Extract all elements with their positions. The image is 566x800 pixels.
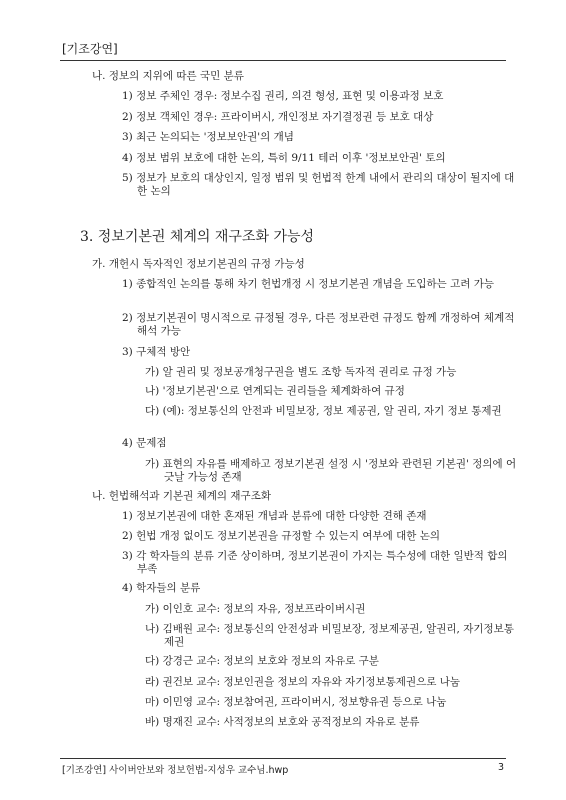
sub-list-item: 바) 명재진 교수: 사적정보의 보호와 공적정보의 자유로 분류 <box>145 716 420 728</box>
list-item: 2) 헌법 개정 없이도 정보기본권을 규정할 수 있는지 여부에 대한 논의 <box>122 530 441 542</box>
section-heading: 3. 정보기본권 체계의 재구조화 가능성 <box>80 229 315 245</box>
list-item: 1) 정보 주체인 경우: 정보수집 권리, 의견 형성, 표현 및 이용과정 보호 <box>122 90 444 102</box>
sub-list-item: 나) 김배원 교수: 정보통신의 안전성과 비밀보장, 정보제공권, 알권리, 자기정보통제권 <box>145 623 514 648</box>
sub-list-item: 가) 표현의 자유를 배제하고 정보기본권 설정 시 '정보와 관련된 기본권' 정의에 어긋날 가능성 존재 <box>145 458 517 483</box>
list-item: 3) 구체적 방안 <box>122 346 191 358</box>
list-item: 2) 정보 객체인 경우: 프라이버시, 개인정보 자기결정권 등 보호 대상 <box>122 111 434 123</box>
list-item: 2) 정보기본권이 명시적으로 규정될 경우, 다른 정보관련 규정도 함께 개정하여 체계적 해석 가능 <box>122 312 515 337</box>
list-item: 1) 종합적인 논의를 통해 차기 헌법개정 시 정보기본권 개념을 도입하는 고려 가능 <box>122 278 495 290</box>
sub-list-item: 다) 강경근 교수: 정보의 보호와 정보의 자유로 구분 <box>145 655 379 667</box>
sub-list-item: 마) 이민영 교수: 정보참여권, 프라이버시, 정보향유권 등으로 나눔 <box>145 696 447 708</box>
footer-filename: [기조강연] 사이버안보와 정보헌법-지성우 교수님.hwp <box>62 765 289 776</box>
list-item: 4) 문제점 <box>122 437 167 449</box>
list-item: 5) 정보가 보호의 대상인지, 일정 범위 및 헌법적 한계 내에서 관리의 대상이 될지에 대한 논의 <box>122 172 515 197</box>
list-item: 3) 최근 논의되는 '정보보안권'의 개념 <box>122 131 294 143</box>
section-title: 나. 정보의 지위에 따른 국민 분류 <box>92 70 244 82</box>
list-item: 4) 정보 범위 보호에 대한 논의, 특히 9/11 테러 이후 '정보보안권' 토의 <box>122 152 446 164</box>
list-item: 1) 정보기본권에 대한 혼재된 개념과 분류에 대한 다양한 견해 존재 <box>122 510 427 522</box>
section-title: 나. 헌법해석과 기본권 체계의 재구조화 <box>92 490 271 502</box>
sub-list-item: 가) 이인호 교수: 정보의 자유, 정보프라이버시권 <box>145 603 366 615</box>
list-item: 3) 각 학자들의 분류 기준 상이하며, 정보기본권이 가지는 특수성에 대한 일반적 합의 부족 <box>122 550 508 575</box>
section-title: 가. 개헌시 독자적인 정보기본권의 규정 가능성 <box>92 258 305 270</box>
sub-list-item: 라) 권건보 교수: 정보인권을 정보의 자유와 자기정보통제권으로 나눔 <box>145 676 461 688</box>
sub-list-item: 가) 알 권리 및 정보공개청구권을 별도 조항 독자적 권리로 규정 가능 <box>145 366 457 378</box>
sub-list-item: 다) (예): 정보통신의 안전과 비밀보장, 정보 제공권, 알 권리, 자기 정보 통제권 <box>145 405 502 417</box>
page-footer <box>60 758 506 777</box>
sub-list-item: 나) '정보기본권'으로 연계되는 권리들을 체계화하여 규정 <box>145 385 405 397</box>
list-item: 4) 학자들의 분류 <box>122 582 201 594</box>
page-number: 3 <box>497 762 504 773</box>
header-title: [기조강연] <box>62 42 118 56</box>
